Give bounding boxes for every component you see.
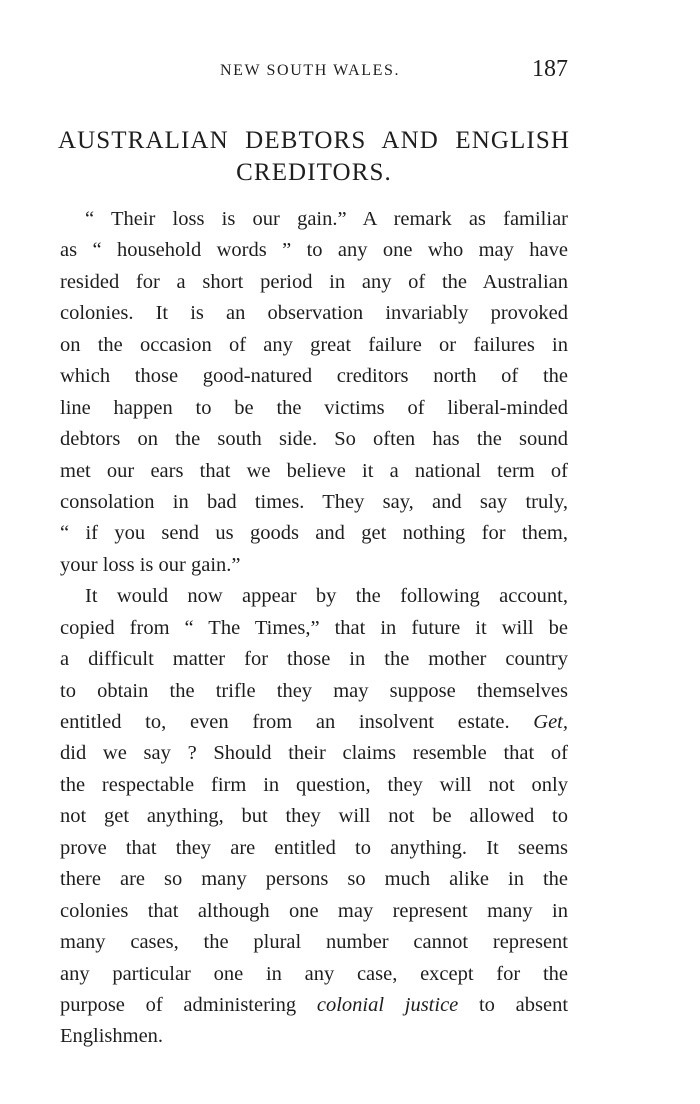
text-line: consolation in bad times. They say, and say truly, xyxy=(60,490,568,513)
text-line: “ if you send us goods and get nothing for them, xyxy=(60,522,568,545)
running-head xyxy=(60,56,568,88)
text-line: colonies that although one may represent many in xyxy=(60,899,568,922)
text-line: prove that they are entitled to anything. It seems xyxy=(60,836,568,859)
text-line: debtors on the south side. So often has the sound xyxy=(60,428,568,451)
text-segment: purpose of administering xyxy=(60,993,297,1016)
text-line: the respectable firm in question, they will not only xyxy=(60,773,568,796)
text-line: Englishmen. xyxy=(60,1025,164,1048)
text-line: line happen to be the victims of liberal-minded xyxy=(60,396,568,419)
text-line: a difficult matter for those in the mother country xyxy=(60,648,568,671)
italic-text: colonial justice xyxy=(316,993,459,1016)
text-line: any particular one in any case, except for the xyxy=(60,962,568,985)
page-number: 187 xyxy=(532,56,568,82)
text-line: copied from “ The Times,” that in future it will be xyxy=(60,616,568,639)
text-line: It would now appear by the following account, xyxy=(85,585,568,608)
body-text xyxy=(60,204,568,1053)
text-line: colonies. It is an observation invariably provoked xyxy=(60,302,568,325)
text-line: your loss is our gain.” xyxy=(60,553,241,576)
text-line: many cases, the plural number cannot represent xyxy=(60,931,568,954)
text-line: did we say ? Should their claims resemble that of xyxy=(60,742,568,765)
chapter-heading xyxy=(58,125,570,189)
running-title: NEW SOUTH WALES. xyxy=(220,62,401,79)
text-line: “ Their loss is our gain.” A remark as familiar xyxy=(85,208,568,230)
text-segment: to absent xyxy=(478,993,569,1016)
italic-text: Get, xyxy=(533,711,569,733)
text-line: there are so many persons so much alike in the xyxy=(60,868,568,891)
text-line: on the occasion of any great failure or failures in xyxy=(60,333,568,356)
text-line: met our ears that we believe it a national term of xyxy=(60,459,568,482)
heading-line-2: CREDITORS. xyxy=(236,159,392,186)
heading-line-1: AUSTRALIAN DEBTORS AND ENGLISH xyxy=(58,127,570,154)
text-line: not get anything, but they will not be allowed to xyxy=(60,805,568,828)
text-segment: entitled to, even from an insolvent estate. xyxy=(60,711,510,733)
text-line: as “ household words ” to any one who may have xyxy=(60,239,568,262)
text-line: which those good-natured creditors north of the xyxy=(60,365,568,388)
text-line: to obtain the trifle they may suppose themselves xyxy=(60,679,568,702)
text-line xyxy=(60,707,568,738)
text-line xyxy=(60,990,568,1021)
text-line: resided for a short period in any of the Australian xyxy=(60,270,568,293)
